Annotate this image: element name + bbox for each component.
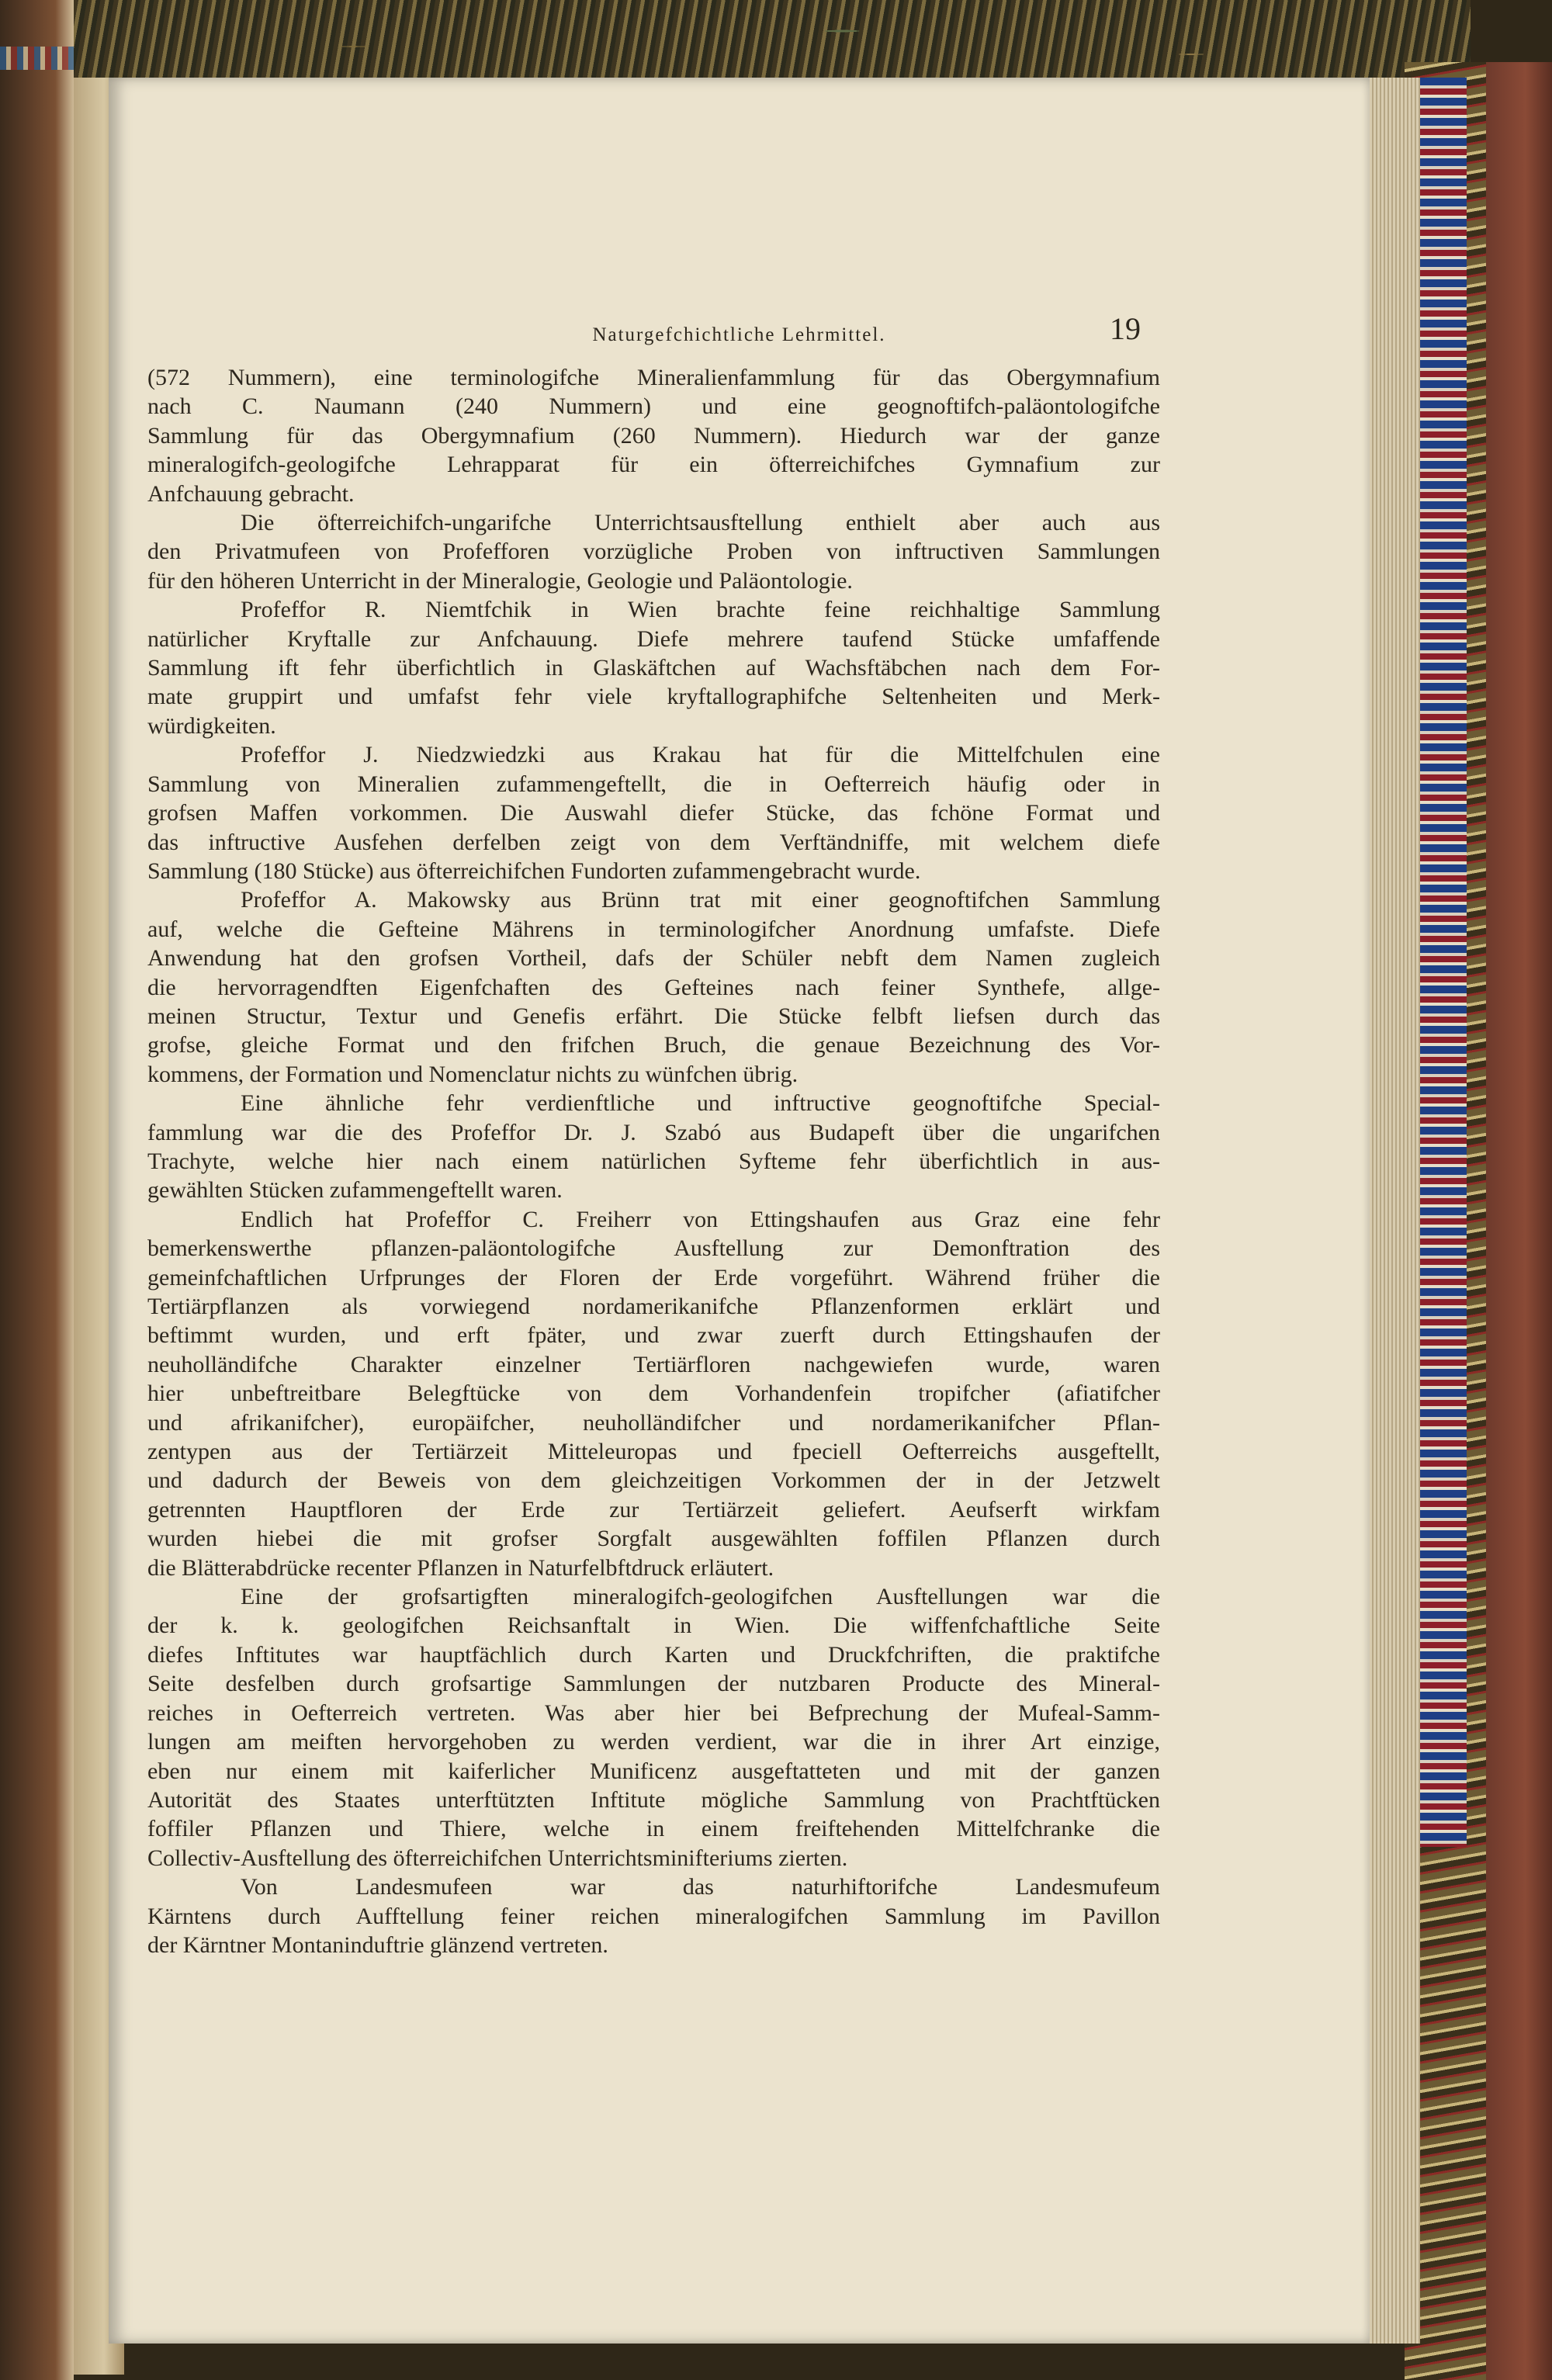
text-line: auf, welche die Gefteine Mährens in terminologifcher Anordnung umfafste. Diefe	[147, 916, 1160, 942]
page-number: 19	[1110, 311, 1141, 346]
text-line: und afrikanifcher), europäifcher, neuholländifcher und nordamerikanifcher Pflan-	[147, 1409, 1160, 1436]
text-line: Kärntens durch Aufftellung feiner reichen mineralogifchen Sammlung im Pavillon	[147, 1903, 1160, 1929]
text-line: meinen Structur, Textur und Genefis erfährt. Die Stücke felbft liefsen durch das	[147, 1003, 1160, 1029]
text-line: Eine der grofsartigften mineralogifch-geologifchen Ausftellungen war die	[241, 1584, 1160, 1610]
text-line: Die öfterreichifch-ungarifche Unterrichtsausftellung enthielt aber auch aus	[241, 510, 1160, 536]
text-line: Endlich hat Profeffor C. Freiherr von Ettingshaufen aus Graz eine fehr	[241, 1206, 1160, 1232]
text-line: hier unbeftreitbare Belegftücke von dem Vorhandenfein tropifcher (afiatifcher	[147, 1381, 1160, 1407]
book-cover-right	[1486, 62, 1552, 2380]
text-line: gewählten Stücken zufammengeftellt waren.	[147, 1177, 563, 1204]
text-line: bemerkenswerthe pflanzen-paläontologifche Ausftellung zur Demonftration des	[147, 1235, 1160, 1262]
text-line: Anwendung hat den grofsen Vortheil, dafs der Schüler nebft dem Namen zugleich	[147, 945, 1160, 972]
text-line: grofse, gleiche Format und den frifchen Bruch, die genaue Bezeichnung des Vor-	[147, 1032, 1160, 1058]
text-line: Profeffor R. Niemtfchik in Wien brachte feine reichhaltige Sammlung	[241, 597, 1160, 623]
text-line: Eine ähnliche fehr verdienftliche und inftructive geognoftifche Special-	[241, 1090, 1160, 1117]
text-line: Sammlung für das Obergymnafium (260 Nummern). Hiedurch war der ganze	[147, 422, 1160, 449]
spine-marbled-band	[0, 47, 74, 70]
text-line: Autorität des Staates unterftützten Inftitute mögliche Sammlung von Prachtftücken	[147, 1786, 1160, 1813]
text-line: der Kärntner Montaninduftrie glänzend vertreten.	[147, 1931, 608, 1958]
text-line: getrennten Hauptfloren der Erde zur Tertiärzeit geliefert. Aeufserft wirkfam	[147, 1496, 1160, 1523]
text-line: gemeinfchaftlichen Urfprunges der Floren der Erde vorgeführt. Während früher die	[147, 1264, 1160, 1290]
text-line: die Blätterabdrücke recenter Pflanzen in Naturfelbftdruck erläutert.	[147, 1554, 774, 1581]
text-line: mineralogifch-geologifche Lehrapparat für ein öfterreichifches Gymnafium zur	[147, 452, 1160, 478]
text-line: Trachyte, welche hier nach einem natürlichen Syfteme fehr überfichtlich in aus-	[147, 1148, 1160, 1174]
body-text	[147, 363, 1160, 1959]
text-line: grofsen Maffen vorkommen. Die Auswahl diefer Stücke, das fchöne Format und	[147, 800, 1160, 826]
text-line: neuholländifche Charakter einzelner Tertiärfloren nachgewiefen wurde, waren	[147, 1351, 1160, 1377]
book-spine-left	[0, 0, 74, 2380]
text-line: natürlicher Kryftalle zur Anfchauung. Diefe mehrere taufend Stücke umfaffende	[147, 625, 1160, 652]
text-line: nach C. Naumann (240 Nummern) und eine geognoftifch-paläontologifche	[147, 393, 1160, 420]
text-line: fammlung war die des Profeffor Dr. J. Szabó aus Budapeft über die ungarifchen	[147, 1119, 1160, 1145]
text-line: lungen am meiften hervorgehoben zu werden verdient, war die in ihrer Art einzige,	[147, 1729, 1160, 1755]
text-line: Profeffor A. Makowsky aus Brünn trat mit einer geognoftifchen Sammlung	[241, 887, 1160, 913]
text-line: zentypen aus der Tertiärzeit Mitteleuropas und fpeciell Oefterreichs ausgeftellt,	[147, 1439, 1160, 1465]
text-line: reiches in Oefterreich vertreten. Was aber hier bei Befprechung der Mufeal-Samm-	[147, 1699, 1160, 1726]
text-line: kommens, der Formation und Nomenclatur nichts zu wünfchen übrig.	[147, 1061, 799, 1087]
text-line: Sammlung ift fehr überfichtlich in Glaskäftchen auf Wachsftäbchen nach dem For-	[147, 655, 1160, 681]
text-line: Sammlung von Mineralien zufammengeftellt, die in Oefterreich häufig oder in	[147, 771, 1160, 797]
text-line: Von Landesmufeen war das naturhiftorifche Landesmufeum	[241, 1874, 1160, 1900]
text-line: wurden hiebei die mit grofser Sorgfalt ausgewählten foffilen Pflanzen durch	[147, 1526, 1160, 1552]
text-line: (572 Nummern), eine terminologifche Mineralienfammlung für das Obergymnafium	[147, 365, 1160, 390]
text-line: diefes Inftitutes war hauptfächlich durch Karten und Druckfchriften, die praktifche	[147, 1641, 1160, 1668]
text-line: Tertiärpflanzen als vorwiegend nordamerikanifche Pflanzenformen erklärt und	[147, 1294, 1160, 1319]
text-line: die hervorragendften Eigenfchaften des Gefteines nach feiner Synthefe, allge-	[147, 974, 1160, 1000]
marbled-comb-pattern	[1420, 78, 1467, 1847]
marbled-endpaper-top	[74, 0, 1471, 78]
text-line: für den höheren Unterricht in der Mineralogie, Geologie und Paläontologie.	[147, 567, 853, 594]
text-line: und dadurch der Beweis von dem gleichzeitigen Vorkommen der in der Jetzwelt	[147, 1467, 1160, 1494]
text-line: der k. k. geologifchen Reichsanftalt in Wien. Die wiffenfchaftliche Seite	[147, 1613, 1160, 1639]
page-stack-edge	[1366, 78, 1420, 2344]
text-line: beftimmt wurden, und erft fpäter, und zwar zuerft durch Ettingshaufen der	[147, 1322, 1160, 1349]
text-line: Seite desfelben durch grofsartige Sammlungen der nutzbaren Producte des Mineral-	[147, 1671, 1160, 1697]
text-line: Sammlung (180 Stücke) aus öfterreichifchen Fundorten zufammengebracht wurde.	[147, 857, 921, 884]
text-line: Profeffor J. Niedzwiedzki aus Krakau hat für die Mittelfchulen eine	[241, 742, 1160, 768]
text-line: eben nur einem mit kaiferlicher Munificenz ausgeftatteten und mit der ganzen	[147, 1758, 1160, 1784]
running-head: Naturgefchichtliche Lehrmittel.	[592, 324, 886, 345]
text-line: würdigkeiten.	[147, 712, 276, 739]
text-line: den Privatmufeen von Profefforen vorzügliche Proben von inftructiven Sammlungen	[147, 539, 1160, 565]
text-line: mate gruppirt und umfafst fehr viele kryftallographifche Seltenheiten und Merk-	[147, 684, 1160, 710]
text-line: Anfchauung gebracht.	[147, 480, 355, 507]
text-line: das inftructive Ausfehen derfelben zeigt von dem Verftändniffe, mit welchem diefe	[147, 829, 1160, 855]
text-line: foffiler Pflanzen und Thiere, welche in einem freiftehenden Mittelfchranke die	[147, 1816, 1160, 1842]
book-page	[109, 78, 1370, 2344]
text-line: Collectiv-Ausftellung des öfterreichifchen Unterrichtsminifteriums zierten.	[147, 1845, 848, 1871]
